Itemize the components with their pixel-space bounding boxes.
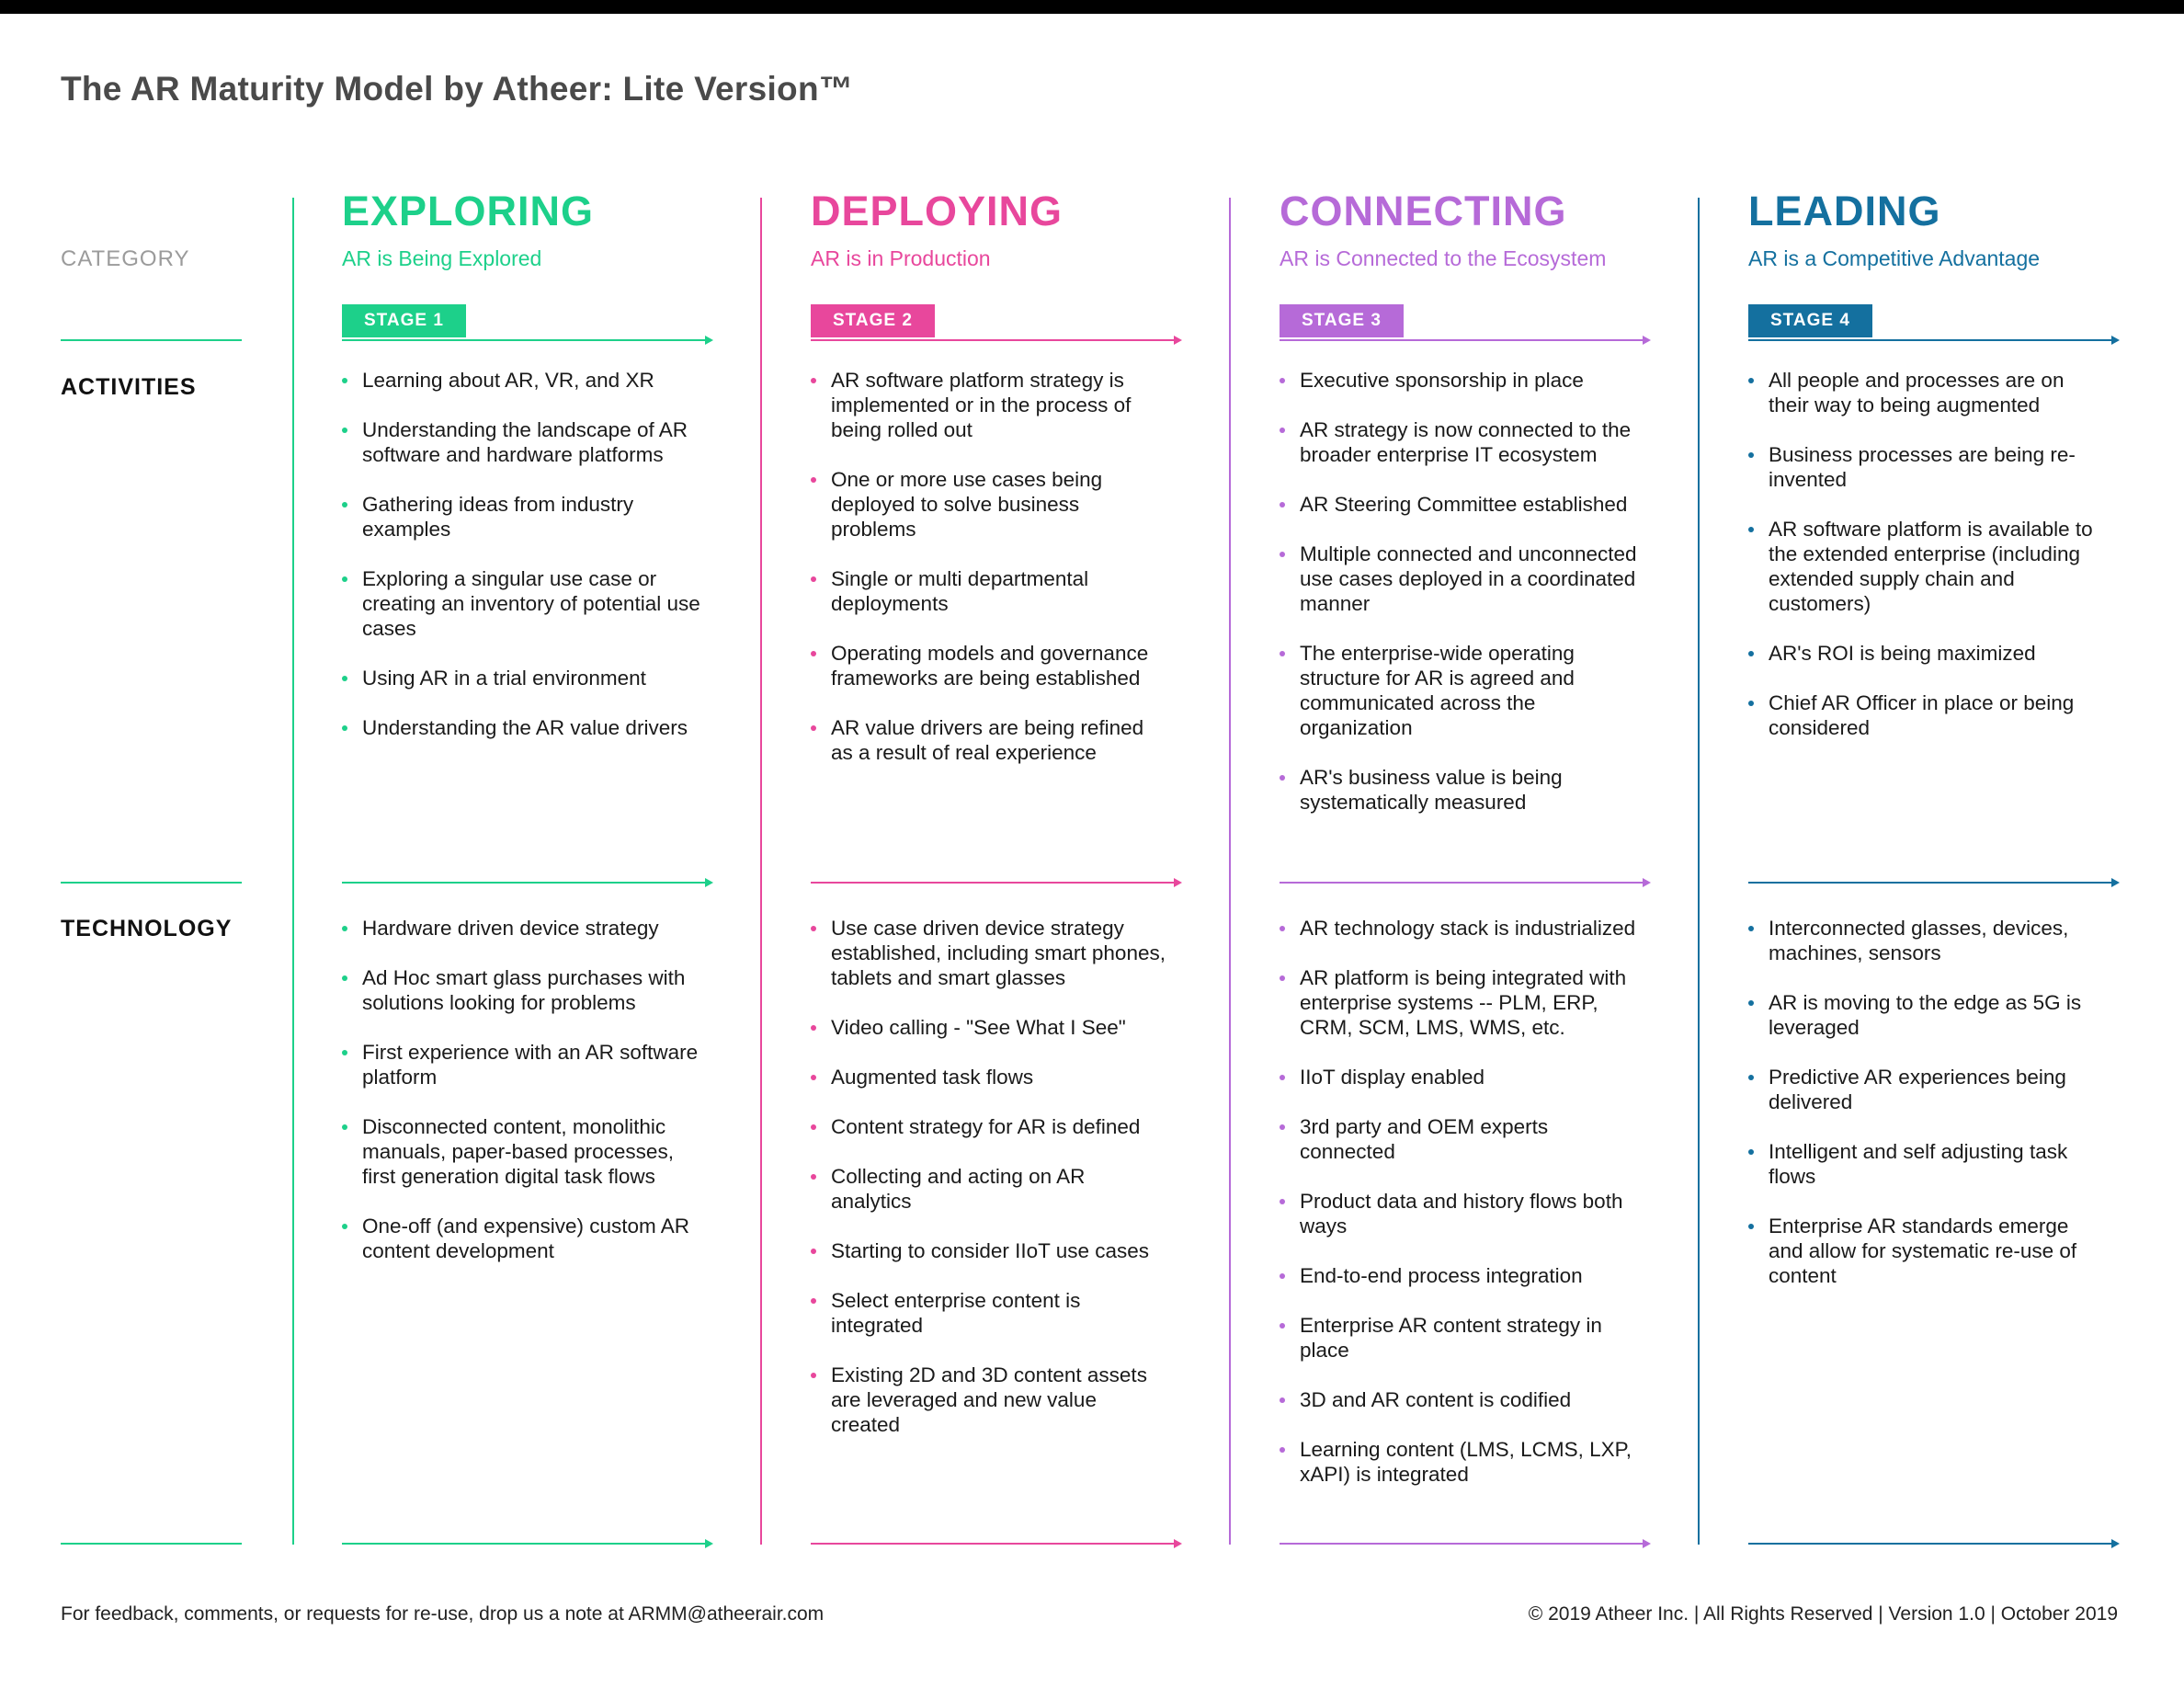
bullet-dot-icon — [811, 725, 816, 731]
list-item-text: Business processes are being re-invented — [1769, 443, 2076, 491]
bullet-dot-icon — [1280, 1273, 1285, 1279]
list-item — [811, 1288, 1169, 1338]
list-item — [342, 715, 700, 740]
list-item-text: Interconnected glasses, devices, machines, sensors — [1769, 917, 2069, 964]
list-item-text: Operating models and governance frameworks are being established — [831, 642, 1149, 690]
bullet-dot-icon — [1748, 701, 1754, 706]
bullet-dot-icon — [811, 1249, 816, 1254]
list-item-text: 3D and AR content is codified — [1300, 1388, 1572, 1411]
arrow-rule-leading-2 — [1748, 1543, 2118, 1545]
arrow-rule-exploring-0 — [342, 339, 711, 341]
list-item-text: Ad Hoc smart glass purchases with solutions looking for problems — [362, 966, 686, 1014]
bullet-dot-icon — [811, 477, 816, 483]
bullet-dot-icon — [1280, 651, 1285, 656]
exploring-activities-list — [342, 368, 700, 765]
list-item-text: Video calling - "See What I See" — [831, 1016, 1126, 1039]
list-item-text: Product data and history flows both ways — [1300, 1190, 1623, 1237]
bullet-dot-icon — [342, 1224, 347, 1229]
leading-activities-list — [1748, 368, 2107, 765]
footer-feedback-note: For feedback, comments, or requests for re-use, drop us a note at ARMM@atheerair.com — [61, 1603, 825, 1625]
list-item-text: Content strategy for AR is defined — [831, 1115, 1141, 1138]
list-item — [1280, 1114, 1638, 1164]
list-item — [342, 965, 700, 1015]
list-item-text: AR software platform is available to the extended enterprise (including extended supply chain and customers) — [1769, 518, 2093, 615]
footer-copyright: © 2019 Atheer Inc. | All Rights Reserved | Version 1.0 | October 2019 — [1528, 1603, 2118, 1625]
list-item — [811, 566, 1169, 616]
bullet-dot-icon — [811, 1124, 816, 1130]
bullet-dot-icon — [811, 1174, 816, 1180]
bullet-dot-icon — [1280, 926, 1285, 931]
stage-subtitle-exploring: AR is Being Explored — [342, 246, 542, 270]
bullet-dot-icon — [1280, 378, 1285, 383]
list-item — [1748, 442, 2107, 492]
list-item — [1748, 990, 2107, 1040]
list-item — [811, 467, 1169, 542]
list-item-text: Use case driven device strategy established, including smart phones, tablets and smart glasses — [831, 917, 1166, 989]
arrow-rule-deploying-1 — [811, 882, 1180, 884]
list-item-text: First experience with an AR software platform — [362, 1041, 699, 1089]
list-item — [811, 916, 1169, 990]
list-item — [811, 1114, 1169, 1139]
bullet-dot-icon — [1280, 975, 1285, 981]
list-item — [1280, 1387, 1638, 1412]
list-item-text: Gathering ideas from industry examples — [362, 493, 634, 541]
bullet-dot-icon — [342, 975, 347, 981]
bullet-dot-icon — [1748, 452, 1754, 458]
stage-title-exploring: EXPLORING — [342, 188, 595, 234]
bullet-dot-icon — [1280, 775, 1285, 781]
arrow-rule-exploring-1 — [342, 882, 711, 884]
bullet-dot-icon — [342, 502, 347, 508]
list-item — [1280, 492, 1638, 517]
list-item-text: AR's ROI is being maximized — [1769, 642, 2036, 665]
list-item — [1280, 765, 1638, 815]
top-black-bar — [0, 0, 2184, 14]
list-item — [1748, 690, 2107, 740]
column-divider-leading — [1698, 198, 1700, 1545]
bullet-dot-icon — [811, 1025, 816, 1031]
leading-technology-list — [1748, 916, 2107, 1313]
bullet-dot-icon — [342, 725, 347, 731]
exploring-technology-list — [342, 916, 700, 1288]
bullet-dot-icon — [1280, 1447, 1285, 1453]
list-item-text: Understanding the landscape of AR software and hardware platforms — [362, 418, 688, 466]
list-item — [811, 1015, 1169, 1040]
bullet-dot-icon — [811, 1075, 816, 1080]
bullet-dot-icon — [1280, 1323, 1285, 1329]
list-item — [1280, 916, 1638, 941]
bullet-dot-icon — [1280, 552, 1285, 557]
bullet-dot-icon — [1748, 1075, 1754, 1080]
bullet-dot-icon — [1748, 1149, 1754, 1155]
bullet-dot-icon — [1748, 1000, 1754, 1006]
category-divider — [61, 339, 242, 341]
list-item-text: AR platform is being integrated with enterprise systems -- PLM, ERP, CRM, SCM, LMS, WMS, etc. — [1300, 966, 1627, 1039]
list-item — [342, 566, 700, 641]
bullet-dot-icon — [1748, 651, 1754, 656]
bullet-dot-icon — [1748, 527, 1754, 532]
stage-title-leading: LEADING — [1748, 188, 1941, 234]
list-item — [1280, 368, 1638, 393]
bullet-dot-icon — [811, 576, 816, 582]
arrow-rule-deploying-0 — [811, 339, 1180, 341]
list-item — [1748, 916, 2107, 965]
bullet-dot-icon — [1748, 1224, 1754, 1229]
row-label-activities: ACTIVITIES — [61, 374, 197, 400]
arrow-rule-connecting-2 — [1280, 1543, 1649, 1545]
deploying-activities-list — [811, 368, 1169, 790]
list-item-text: AR strategy is now connected to the broader enterprise IT ecosystem — [1300, 418, 1632, 466]
list-item-text: Single or multi departmental deployments — [831, 567, 1089, 615]
bullet-dot-icon — [811, 651, 816, 656]
list-item — [1748, 641, 2107, 666]
list-item-text: Enterprise AR content strategy in place — [1300, 1314, 1602, 1362]
list-item-text: Multiple connected and unconnected use cases deployed in a coordinated manner — [1300, 542, 1637, 615]
list-item — [1748, 368, 2107, 417]
bullet-dot-icon — [342, 1124, 347, 1130]
column-divider-exploring — [292, 198, 294, 1545]
list-item — [1280, 641, 1638, 740]
list-item-text: Executive sponsorship in place — [1300, 369, 1584, 392]
list-item-text: IIoT display enabled — [1300, 1066, 1484, 1089]
list-item — [811, 1363, 1169, 1437]
activities-divider — [61, 882, 242, 884]
list-item-text: 3rd party and OEM experts connected — [1300, 1115, 1549, 1163]
list-item — [1748, 1139, 2107, 1189]
bullet-dot-icon — [1280, 1199, 1285, 1204]
bullet-dot-icon — [811, 1373, 816, 1378]
bullet-dot-icon — [811, 926, 816, 931]
list-item-text: Select enterprise content is integrated — [831, 1289, 1081, 1337]
list-item — [342, 492, 700, 542]
category-label: CATEGORY — [61, 246, 190, 271]
list-item-text: One-off (and expensive) custom AR content development — [362, 1215, 690, 1262]
list-item-text: Augmented task flows — [831, 1066, 1034, 1089]
list-item-text: Exploring a singular use case or creating an inventory of potential use cases — [362, 567, 700, 640]
arrow-rule-connecting-0 — [1280, 339, 1649, 341]
list-item-text: Disconnected content, monolithic manuals, paper-based processes, first generation digital task flows — [362, 1115, 674, 1188]
bullet-dot-icon — [1748, 378, 1754, 383]
list-item-text: AR Steering Committee established — [1300, 493, 1628, 516]
list-item-text: Chief AR Officer in place or being considered — [1769, 691, 2075, 739]
stage-title-connecting: CONNECTING — [1280, 188, 1567, 234]
list-item — [1280, 965, 1638, 1040]
list-item-text: AR's business value is being systematically measured — [1300, 766, 1563, 814]
list-item-text: Understanding the AR value drivers — [362, 716, 688, 739]
list-item — [342, 1214, 700, 1263]
list-item — [1280, 1313, 1638, 1363]
list-item — [342, 666, 700, 690]
technology-divider — [61, 1543, 242, 1545]
list-item-text: All people and processes are on their way to being augmented — [1769, 369, 2065, 416]
arrow-rule-leading-0 — [1748, 339, 2118, 341]
list-item-text: AR is moving to the edge as 5G is leveraged — [1769, 991, 2082, 1039]
list-item — [811, 715, 1169, 765]
arrow-rule-exploring-2 — [342, 1543, 711, 1545]
list-item — [811, 1164, 1169, 1214]
bullet-dot-icon — [1748, 926, 1754, 931]
connecting-activities-list — [1280, 368, 1638, 839]
list-item-text: Starting to consider IIoT use cases — [831, 1239, 1150, 1262]
stage-badge-exploring: STAGE 1 — [342, 304, 466, 337]
arrow-rule-connecting-1 — [1280, 882, 1649, 884]
bullet-dot-icon — [811, 378, 816, 383]
list-item-text: AR value drivers are being refined as a result of real experience — [831, 716, 1144, 764]
bullet-dot-icon — [342, 926, 347, 931]
page-title: The AR Maturity Model by Atheer: Lite Version™ — [61, 70, 854, 108]
list-item — [1280, 1263, 1638, 1288]
list-item — [1748, 1214, 2107, 1288]
list-item — [811, 368, 1169, 442]
list-item — [811, 1065, 1169, 1089]
list-item-text: Intelligent and self adjusting task flows — [1769, 1140, 2068, 1188]
list-item — [811, 1238, 1169, 1263]
list-item — [342, 368, 700, 393]
bullet-dot-icon — [1280, 1124, 1285, 1130]
stage-subtitle-connecting: AR is Connected to the Ecosystem — [1280, 246, 1607, 270]
list-item — [1748, 1065, 2107, 1114]
list-item — [342, 1040, 700, 1089]
list-item — [1280, 1437, 1638, 1487]
stage-badge-deploying: STAGE 2 — [811, 304, 935, 337]
stage-subtitle-deploying: AR is in Production — [811, 246, 991, 270]
list-item-text: End-to-end process integration — [1300, 1264, 1583, 1287]
list-item — [342, 916, 700, 941]
list-item-text: AR technology stack is industrialized — [1300, 917, 1636, 940]
bullet-dot-icon — [342, 676, 347, 681]
list-item-text: AR software platform strategy is implemented or in the process of being rolled out — [831, 369, 1132, 441]
list-item — [1748, 517, 2107, 616]
list-item-text: Existing 2D and 3D content assets are leveraged and new value created — [831, 1363, 1147, 1436]
bullet-dot-icon — [1280, 502, 1285, 508]
list-item-text: Hardware driven device strategy — [362, 917, 659, 940]
stage-badge-leading: STAGE 4 — [1748, 304, 1872, 337]
list-item-text: The enterprise-wide operating structure for AR is agreed and communicated across the organization — [1300, 642, 1575, 739]
column-divider-deploying — [760, 198, 762, 1545]
list-item-text: Using AR in a trial environment — [362, 667, 646, 690]
list-item — [1280, 1189, 1638, 1238]
list-item-text: Learning about AR, VR, and XR — [362, 369, 654, 392]
list-item-text: One or more use cases being deployed to solve business problems — [831, 468, 1103, 541]
stage-title-deploying: DEPLOYING — [811, 188, 1064, 234]
list-item — [342, 1114, 700, 1189]
list-item-text: Predictive AR experiences being delivered — [1769, 1066, 2066, 1113]
column-divider-connecting — [1229, 198, 1231, 1545]
bullet-dot-icon — [342, 576, 347, 582]
deploying-technology-list — [811, 916, 1169, 1462]
list-item-text: Learning content (LMS, LCMS, LXP, xAPI) is integrated — [1300, 1438, 1632, 1486]
arrow-rule-deploying-2 — [811, 1543, 1180, 1545]
stage-subtitle-leading: AR is a Competitive Advantage — [1748, 246, 2041, 270]
connecting-technology-list — [1280, 916, 1638, 1511]
bullet-dot-icon — [1280, 1075, 1285, 1080]
bullet-dot-icon — [1280, 428, 1285, 433]
list-item — [1280, 417, 1638, 467]
bullet-dot-icon — [811, 1298, 816, 1304]
list-item — [342, 417, 700, 467]
bullet-dot-icon — [342, 378, 347, 383]
bullet-dot-icon — [342, 428, 347, 433]
list-item-text: Collecting and acting on AR analytics — [831, 1165, 1086, 1213]
arrow-rule-leading-1 — [1748, 882, 2118, 884]
stage-badge-connecting: STAGE 3 — [1280, 304, 1404, 337]
list-item — [1280, 542, 1638, 616]
list-item-text: Enterprise AR standards emerge and allow for systematic re-use of content — [1769, 1215, 2077, 1287]
bullet-dot-icon — [342, 1050, 347, 1055]
bullet-dot-icon — [1280, 1397, 1285, 1403]
list-item — [1280, 1065, 1638, 1089]
row-label-technology: TECHNOLOGY — [61, 916, 233, 941]
list-item — [811, 641, 1169, 690]
